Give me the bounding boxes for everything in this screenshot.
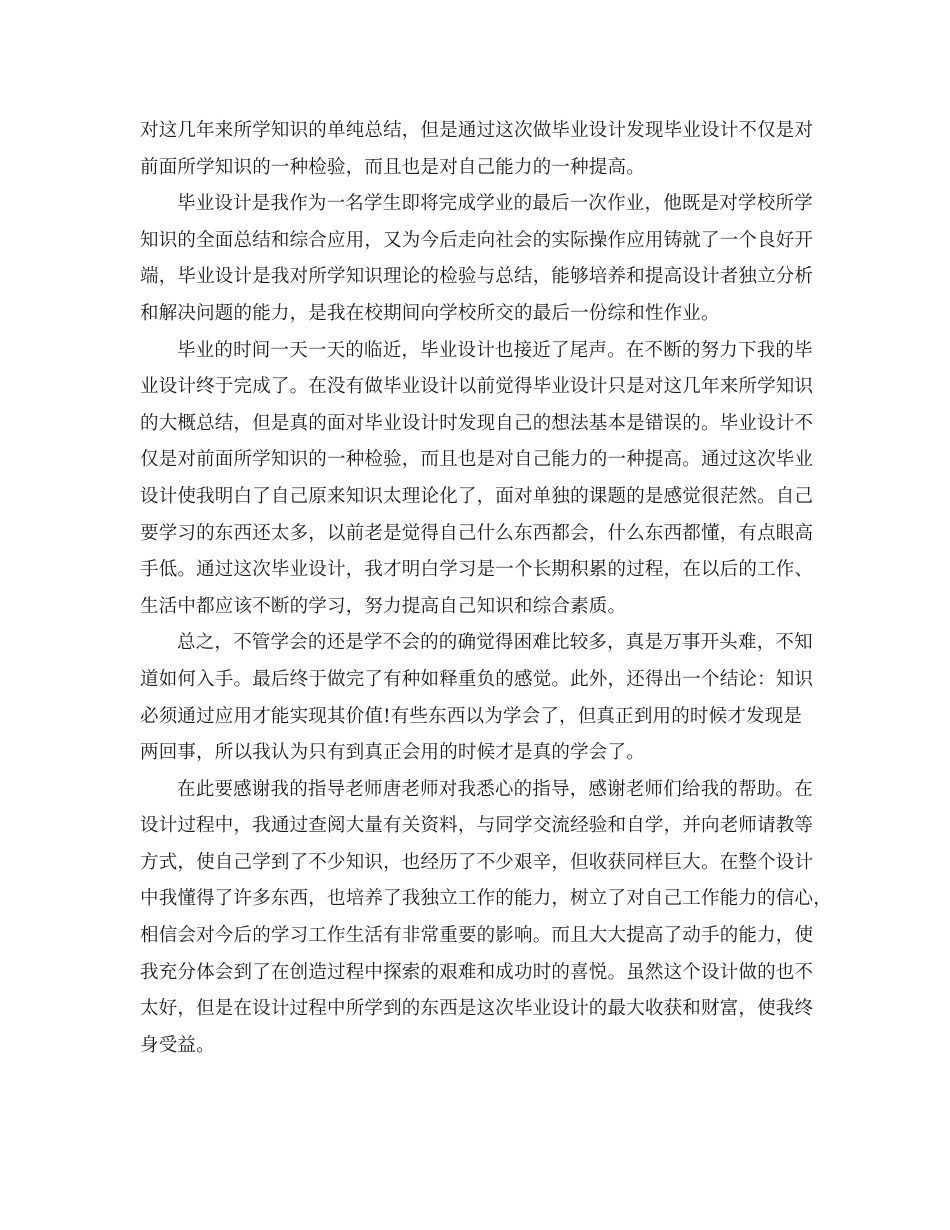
paragraph-line: 前面所学知识的一种检验，而且也是对自己能力的一种提高。 bbox=[140, 156, 645, 178]
paragraph-line: 方式，使自己学到了不少知识，也经历了不少艰辛，但收获同样巨大。在整个设计 bbox=[140, 851, 814, 873]
paragraph-line: 两回事，所以我认为只有到真正会用的时候才是真的学会了。 bbox=[140, 742, 645, 764]
paragraph-line: 要学习的东西还太多，以前老是觉得自己什么东西都会，什么东西都懂，有点眼高 bbox=[140, 522, 814, 544]
paragraph-line: 设计过程中，我通过查阅大量有关资料，与同学交流经验和自学，并向老师请教等 bbox=[140, 815, 814, 837]
paragraph-line: 仅是对前面所学知识的一种检验，而且也是对自己能力的一种提高。通过这次毕业 bbox=[140, 449, 814, 471]
paragraph-line: 知识的全面总结和综合应用，又为今后走向社会的实际操作应用铸就了一个良好开 bbox=[140, 229, 814, 251]
paragraph-line: 毕业设计是我作为一名学生即将完成学业的最后一次作业，他既是对学校所学 bbox=[177, 193, 813, 215]
paragraph-line: 总之，不管学会的还是学不会的的确觉得困难比较多，真是万事开头难，不知 bbox=[177, 632, 813, 654]
paragraph-line: 身受益。 bbox=[140, 1034, 215, 1056]
paragraph-line: 必须通过应用才能实现其价值!有些东西以为学会了，但真正到用的时候才发现是 bbox=[140, 705, 803, 727]
paragraph-line: 毕业的时间一天一天的临近，毕业设计也接近了尾声。在不断的努力下我的毕 bbox=[177, 339, 813, 361]
paragraph-line: 我充分体会到了在创造过程中探索的艰难和成功时的喜悦。虽然这个设计做的也不 bbox=[140, 961, 814, 983]
paragraph bbox=[140, 113, 820, 186]
paragraph-line: 生活中都应该不断的学习，努力提高自己知识和综合素质。 bbox=[140, 595, 627, 617]
paragraph-line: 对这几年来所学知识的单纯总结，但是通过这次做毕业设计发现毕业设计不仅是对 bbox=[140, 120, 814, 141]
paragraph-line: 手低。通过这次毕业设计，我才明白学习是一个长期积累的过程，在以后的工作、 bbox=[140, 559, 814, 581]
paragraph bbox=[140, 333, 820, 626]
paragraph-line: 太好，但是在设计过程中所学到的东西是这次毕业设计的最大收获和财富，使我终 bbox=[140, 998, 814, 1020]
paragraph-line: 业设计终于完成了。在没有做毕业设计以前觉得毕业设计只是对这几年来所学知识 bbox=[140, 376, 814, 398]
paragraph-line: 在此要感谢我的指导老师唐老师对我悉心的指导，感谢老师们给我的帮助。在 bbox=[177, 778, 813, 800]
paragraph bbox=[140, 625, 820, 771]
paragraph bbox=[140, 772, 832, 1065]
paragraph-line: 中我懂得了许多东西，也培养了我独立工作的能力，树立了对自己工作能力的信心， bbox=[140, 888, 832, 910]
paragraph bbox=[140, 186, 820, 332]
paragraph-line: 端，毕业设计是我对所学知识理论的检验与总结，能够培养和提高设计者独立分析 bbox=[140, 266, 814, 288]
paragraph-line: 相信会对今后的学习工作生活有非常重要的影响。而且大大提高了动手的能力，使 bbox=[140, 925, 814, 947]
paragraph-line: 道如何入手。最后终于做完了有种如释重负的感觉。此外，还得出一个结论：知识 bbox=[140, 668, 814, 690]
paragraph-line: 和解决问题的能力，是我在校期间向学校所交的最后一份综和性作业。 bbox=[140, 302, 720, 324]
document-body bbox=[140, 113, 832, 1064]
paragraph-line: 的大概总结，但是真的面对毕业设计时发现自己的想法基本是错误的。毕业设计不 bbox=[140, 412, 814, 434]
paragraph-line: 设计使我明白了自己原来知识太理论化了，面对单独的课题的是感觉很茫然。自己 bbox=[140, 485, 814, 507]
